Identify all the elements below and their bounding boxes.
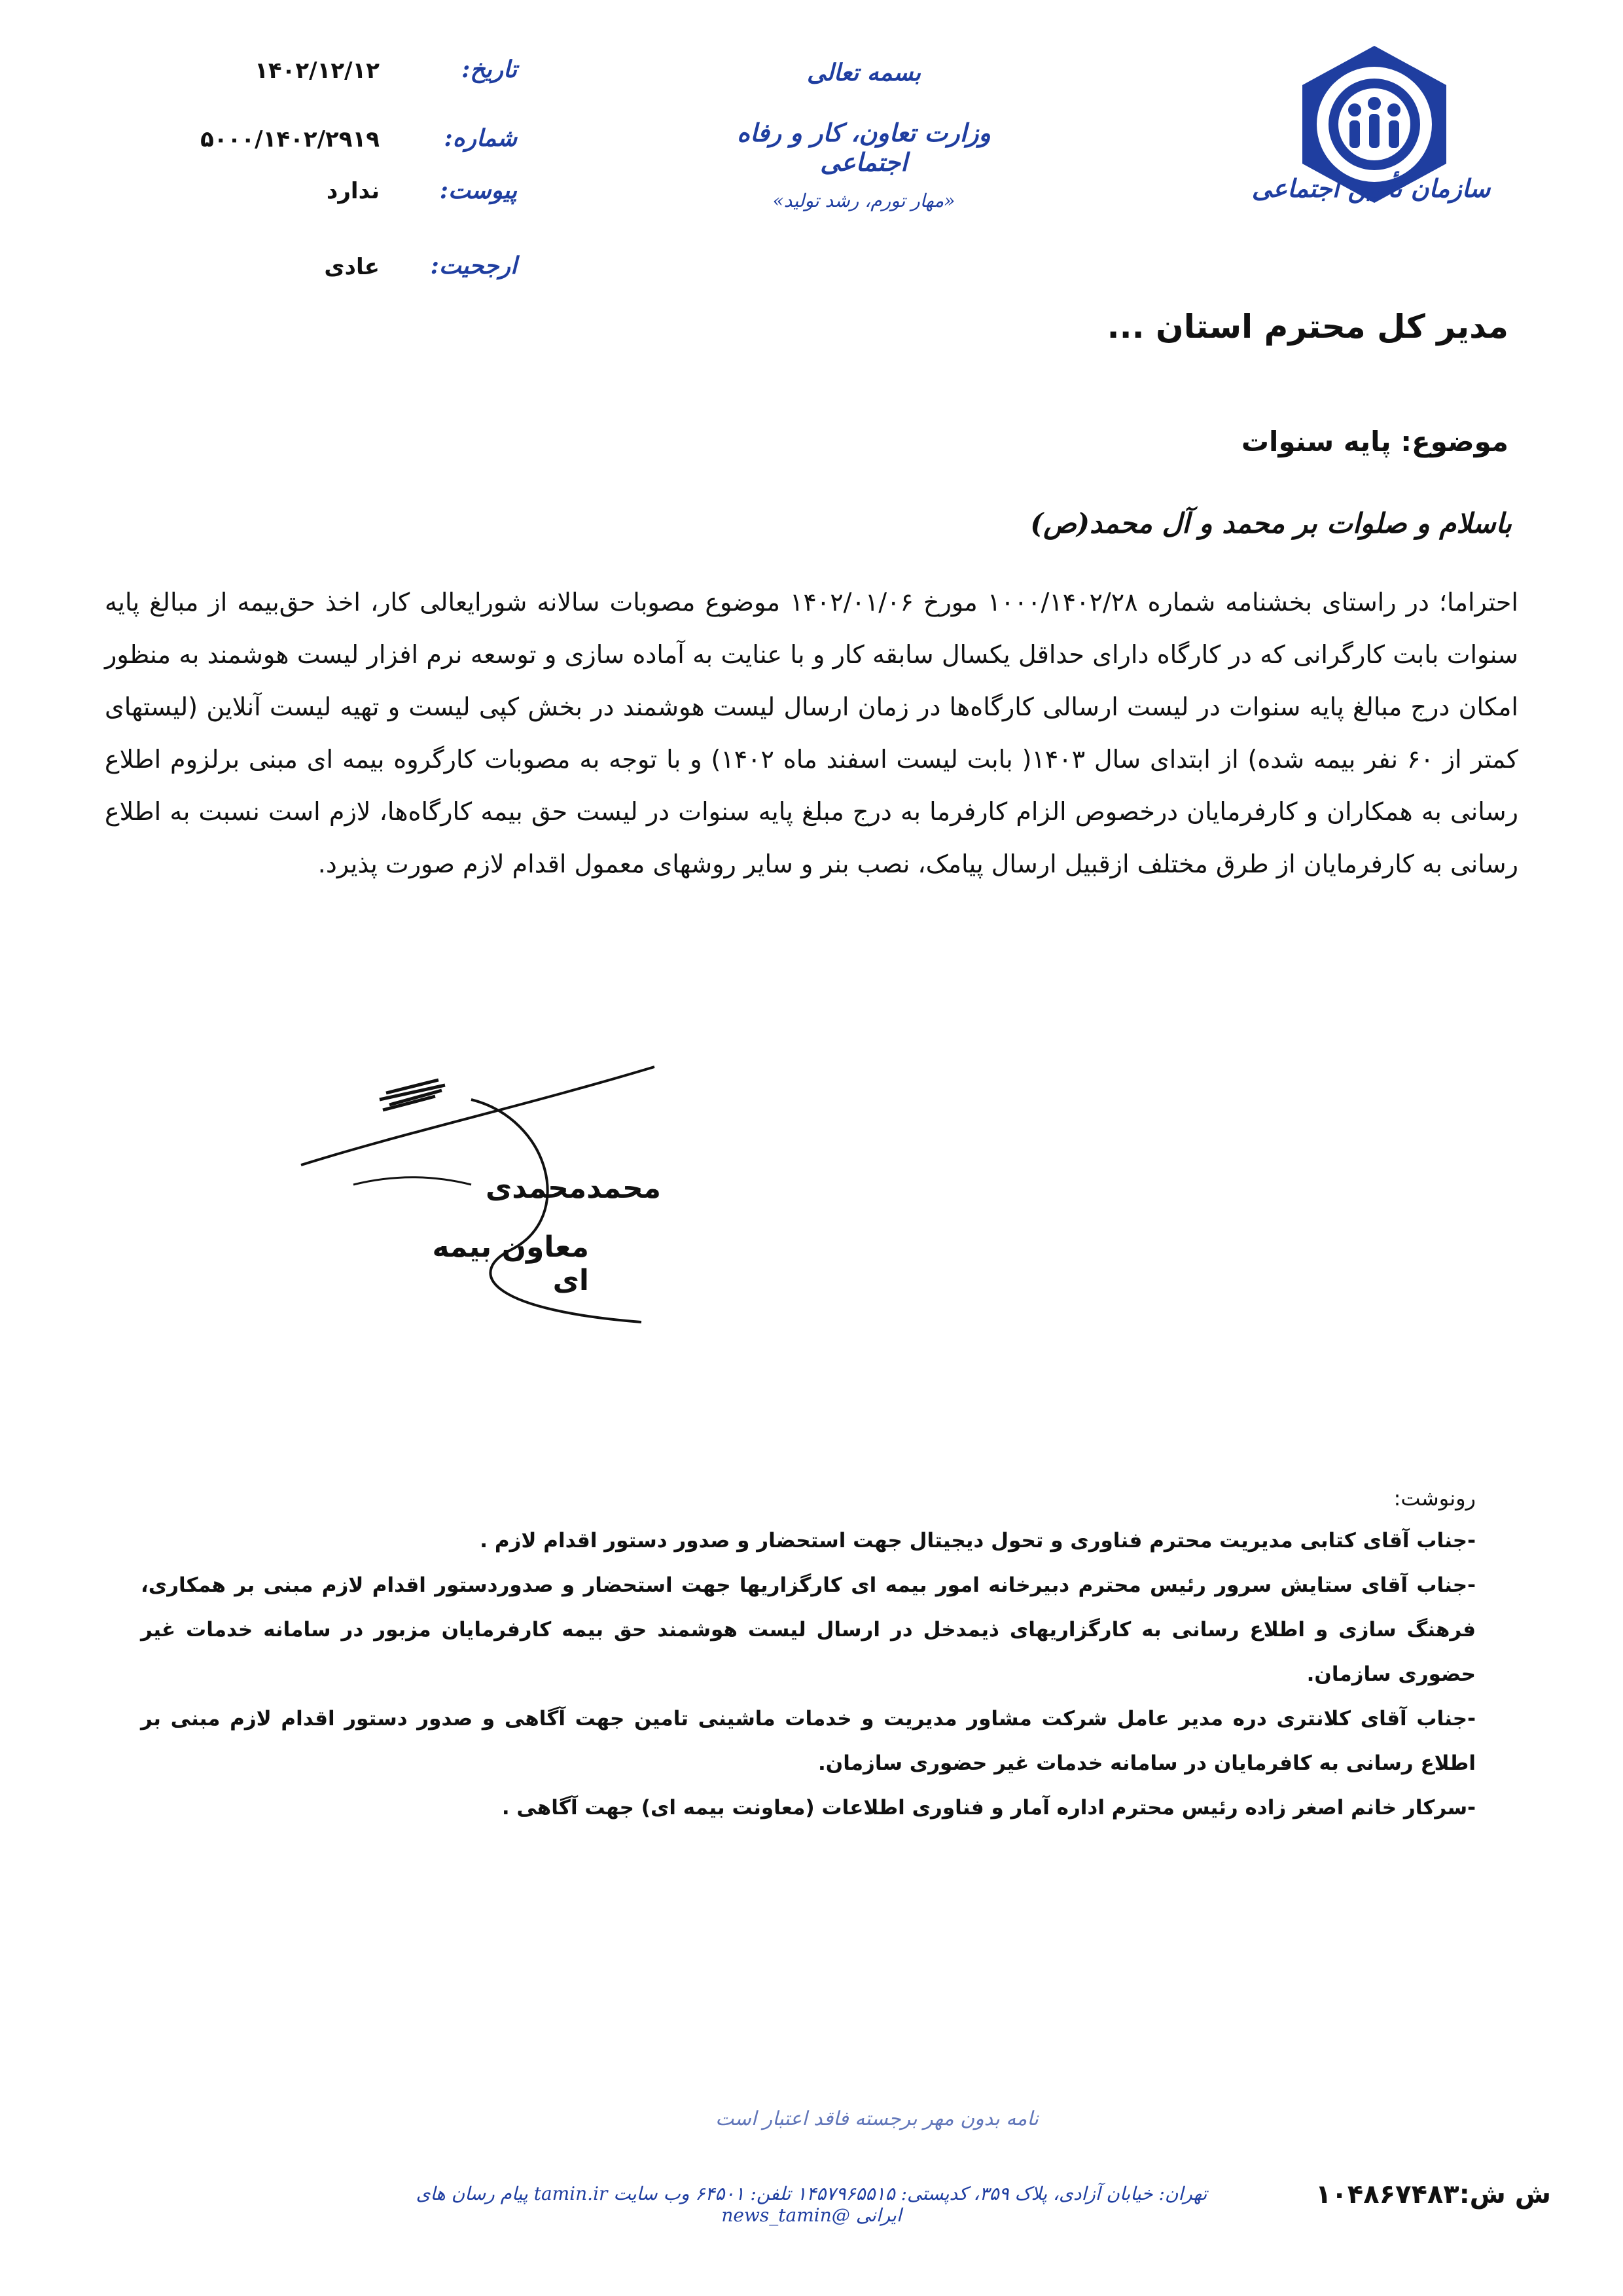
cc-item: -جناب آقای ستایش سرور رئیس محترم دبیرخانه امور بیمه ای کارگزاریها جهت استحضار و صدوردستور اقدام لازم مبنی بر همکاری، فرهنگ سازی و اطلاع رسانی به کارگزاریهای ذیمدخل در ارسال لیست هوشمند حق بیمه کارفرمایان مزبور در سامانه خدمات غیر حضوری سازمان. [141,1573,1476,1686]
cc-item: -سرکار خانم اصغر زاده رئیس محترم اداره آمار و فناوری اطلاعات (معاونت بیمه ای) جهت آگاهی . [501,1796,1476,1820]
date-value: ۱۴۰۲/۱۲/۱۲ [255,58,380,84]
logo-caption: سازمان تأمین اجتماعی [1251,173,1491,203]
cc-item: -جناب آقای کلانتری دره مدیر عامل شرکت مشاور مدیریت و خدمات ماشینی تامین جهت آگاهی و صدور دستور اقدام لازم مبنی بر اطلاع رسانی به کافرمایان در سامانه خدمات غیر حضوری سازمان. [141,1707,1476,1775]
cc-list [141,1518,1476,1830]
footer-address: تهران: خیابان آزادی، پلاک ۳۵۹، کدپستی: ۱۴۵۷۹۶۵۵۱۵ تلفن: ۶۴۵۰۱ وب سایت tamin.ir پیام رسان های ایرانی @news_tamin [416,2183,1207,2226]
urgency-value: عادی [324,254,380,280]
basmala: بسمه تعالی [806,59,921,86]
date-label: تاریخ: [461,56,517,83]
subject: موضوع: پایه سنوات [1241,425,1508,457]
urgency-label: ارجحیت: [430,252,517,279]
greeting: باسلام و صلوات بر محمد و آل محمد(ص) [1030,507,1512,539]
attachment-label: پیوست: [439,177,517,204]
letter-body: احتراما؛ در راستای بخشنامه شماره ۱۰۰۰/۱۴۰۲/۲۸ مورخ ۱۴۰۲/۰۱/۰۶ موضوع مصوبات سالانه شورایعالی کار، اخذ حق‌بیمه از مبالغ پایه سنوات بابت کارگرانی که در کارگاه دارای حداقل یکسال سابقه کار و با عنایت به آماده سازی و توسعه نرم افزار لیست هوشمند به منظور امکان درج مبالغ پایه سنوات در لیست ارسالی کارگاه‌ها در زمان ارسال لیست هوشمند در بخش کپی لیست و تهیه لیست آنلاین (لیستهای کمتر از ۶۰ نفر بیمه شده) از ابتدای سال ۱۴۰۳( بابت لیست اسفند ماه ۱۴۰۲) و با توجه به مصوبات کارگروه بیمه ای مبنی برلزوم اطلاع رسانی به همکاران و کارفرمایان درخصوص الزام کارفرما به درج مبلغ پایه سنوات در لیست حق بیمه کارگاه‌ها، لازم است نسبت به اطلاع رسانی به کارفرمایان از طرق مختلف ازقبیل ارسال پیامک، نصب بنر و سایر روشهای معمول اقدام لازم صورت پذیرد. [105,588,1518,878]
cc-item: -جناب آقای کتابی مدیریت محترم فناوری و تحول دیجیتال جهت استحضار و صدور دستور اقدام لازم . [480,1529,1476,1552]
signer-name: محمدمحمدی [485,1172,661,1205]
footer-serial: ش ش:۱۰۴۸۶۷۴۸۳ [1315,2179,1551,2210]
signer-title: معاون بیمه ای [432,1230,589,1297]
number-label: شماره: [444,124,517,152]
slogan: «مهار تورم، رشد تولید» [772,190,955,211]
attachment-value: ندارد [326,178,380,204]
ministry-name: وزارت تعاون، کار و رفاه اجتماعی [737,118,991,177]
cc-title: رونوشت: [1393,1486,1476,1511]
number-value: ۵۰۰۰/۱۴۰۲/۲۹۱۹ [200,126,380,152]
footer-note: نامه بدون مهر برجسته فاقد اعتبار است [715,2108,1039,2130]
addressee: مدیر کل محترم استان ... [1107,308,1508,346]
